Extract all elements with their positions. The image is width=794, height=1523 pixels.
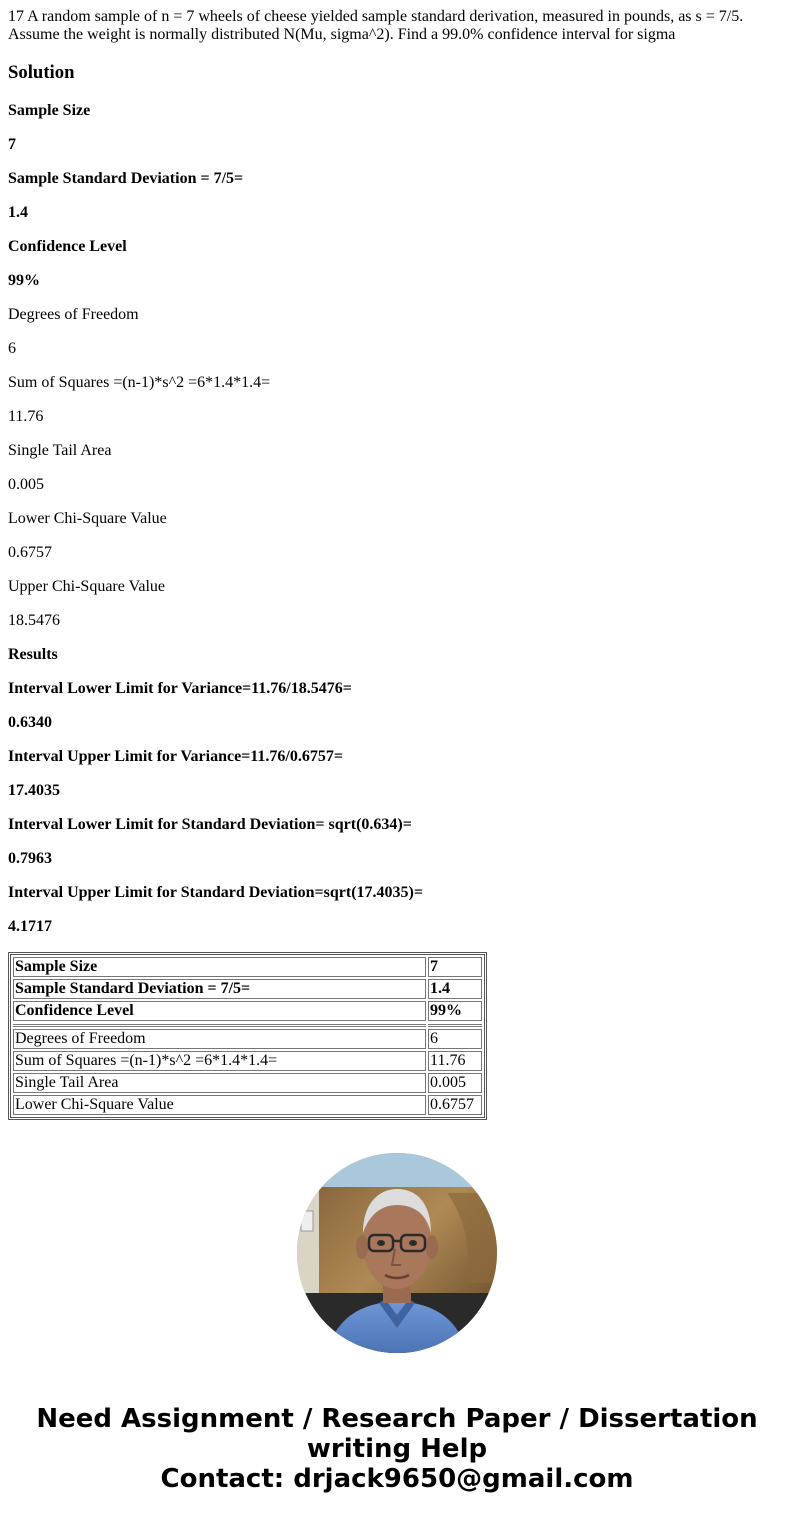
table-value: 7 [428,957,482,977]
table-value: 0.005 [428,1073,482,1093]
table-row [13,957,482,977]
table-label: Sum of Squares =(n-1)*s^2 =6*1.4*1.4= [13,1051,426,1071]
solution-line: Degrees of Freedom [8,306,139,323]
author-avatar [297,1153,497,1353]
table-label: Degrees of Freedom [13,1029,426,1049]
solution-line: 0.6757 [8,544,52,561]
solution-line: 18.5476 [8,612,60,629]
solution-line: Results [8,646,58,663]
solution-line: 4.1717 [8,918,52,935]
table-label: Lower Chi-Square Value [13,1095,426,1115]
avatar-portrait [297,1153,497,1353]
solution-line: 6 [8,340,16,357]
solution-line: 1.4 [8,204,28,221]
table-value: 99% [428,1001,482,1021]
table-row [13,1001,482,1021]
table-label: Sample Standard Deviation = 7/5= [13,979,426,999]
table-value: 1.4 [428,979,482,999]
table-value: 11.76 [428,1051,482,1071]
table-row [13,1095,482,1115]
promo-line-3: Contact: drjack9650@gmail.com [160,1464,634,1494]
table-label: Sample Size [13,957,426,977]
promo-line-2: writing Help [306,1434,488,1464]
solution-line: 17.4035 [8,782,60,799]
table-value: 0.6757 [428,1095,482,1115]
table-row [13,1073,482,1093]
solution-line: 7 [8,136,16,153]
table-divider [13,1023,482,1027]
summary-table [8,952,487,1120]
table-row [13,979,482,999]
solution-line: Sample Size [8,102,91,119]
table-value: 6 [428,1029,482,1049]
solution-line: Sum of Squares =(n-1)*s^2 =6*1.4*1.4= [8,374,271,391]
solution-line: 0.6340 [8,714,52,731]
solution-line: Interval Upper Limit for Variance=11.76/0.6757= [8,748,343,765]
table-label: Single Tail Area [13,1073,426,1093]
solution-lines [8,102,786,936]
solution-line: Interval Upper Limit for Standard Deviation=sqrt(17.4035)= [8,884,423,901]
solution-line: 11.76 [8,408,44,425]
solution-line: Upper Chi-Square Value [8,578,165,595]
solution-line: Interval Lower Limit for Variance=11.76/18.5476= [8,680,352,697]
table-label: Confidence Level [13,1001,426,1021]
solution-line: Confidence Level [8,238,127,255]
solution-line: Interval Lower Limit for Standard Deviation= sqrt(0.634)= [8,816,412,833]
table-row [13,1029,482,1049]
solution-line: 0.005 [8,476,44,493]
promo-banner [0,1404,794,1494]
solution-heading: Solution [8,62,75,83]
solution-line: 0.7963 [8,850,52,867]
solution-line: Sample Standard Deviation = 7/5= [8,170,244,187]
promo-line-1: Need Assignment / Research Paper / Dissertation [36,1404,758,1434]
table-row [13,1051,482,1071]
solution-line: 99% [8,272,40,289]
question-text: 17 A random sample of n = 7 wheels of cheese yielded sample standard derivation, measured in pounds, as s = 7/5. Assume the weight is normally distributed N(Mu, sigma^2). Find a 99.0% confidence interval for sigma [8,8,744,43]
solution-line: Lower Chi-Square Value [8,510,167,527]
solution-line: Single Tail Area [8,442,112,459]
